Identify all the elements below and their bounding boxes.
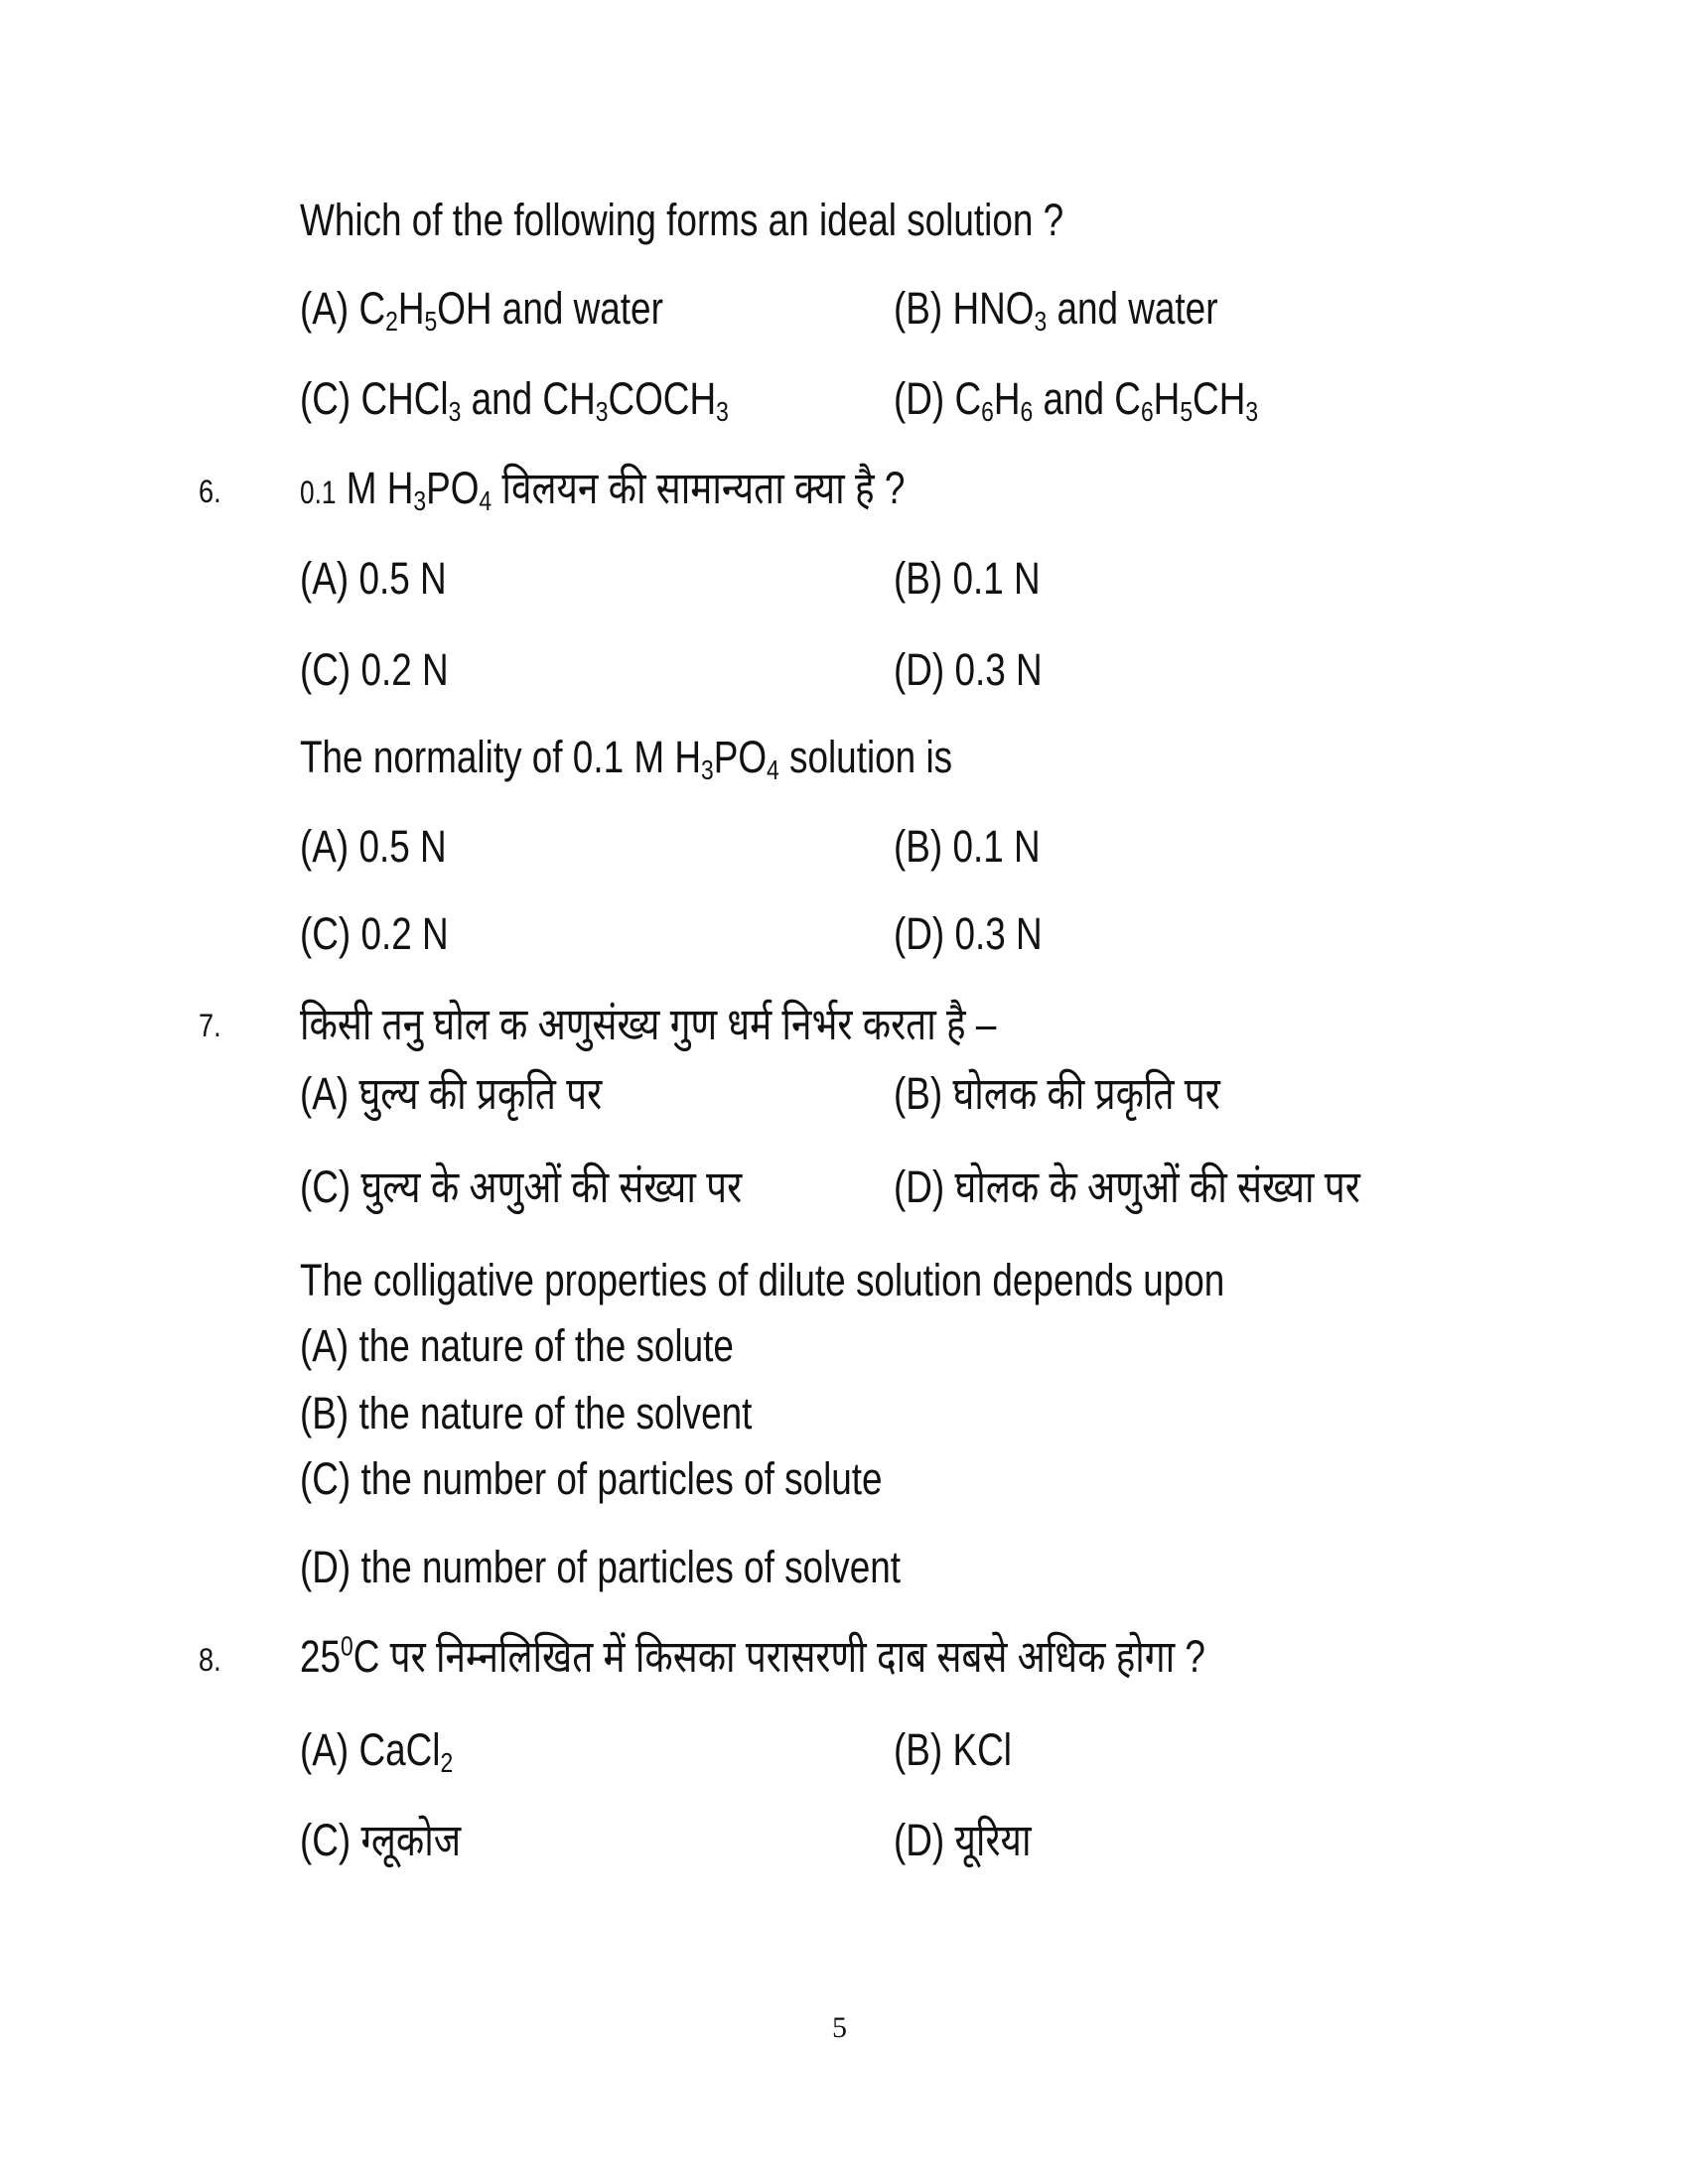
question-number-8: 8. — [199, 1642, 221, 1678]
q6-hi-option-c: (C) 0.2 N — [300, 644, 449, 695]
question-8-hindi-text: $25^0C$ पर निम्नलिखित में किसका परासरणी दाब सबसे अधिक होगा ? — [300, 1630, 1205, 1682]
q8-option-a: (A) CaCl$_2$ — [300, 1724, 454, 1778]
question-6-english-text: The normality of 0.1 M $H_3PO_4$ solution is — [300, 732, 953, 785]
q6-en-option-c: (C) 0.2 N — [300, 908, 449, 959]
q7-en-option-c: (C) the number of particles of solute — [300, 1453, 883, 1504]
q7-hi-option-a: (A) घुल्य की प्रकृति पर — [300, 1068, 603, 1119]
q7-hi-option-b: (B) घोलक की प्रकृति पर — [894, 1068, 1220, 1119]
q7-en-option-b: (B) the nature of the solvent — [300, 1388, 753, 1438]
q5-option-b: (B) $HNO_3$ and water — [894, 283, 1218, 337]
question-7-english-text: The colligative properties of dilute solution depends upon — [300, 1255, 1225, 1305]
q6-hi-option-b: (B) 0.1 N — [894, 553, 1041, 604]
q7-en-option-a: (A) the nature of the solute — [300, 1320, 734, 1371]
question-number-6: 6. — [199, 474, 221, 509]
q6-en-option-a: (A) 0.5 N — [300, 821, 447, 872]
q6-en-option-d: (D) 0.3 N — [894, 908, 1043, 959]
q7-en-option-d: (D) the number of particles of solvent — [300, 1542, 902, 1592]
q8-option-d: (D) यूरिया — [894, 1815, 1032, 1865]
q6-hi-option-d: (D) 0.3 N — [894, 644, 1043, 695]
page-number: 5 — [832, 2011, 847, 2044]
q6-hi-option-a: (A) 0.5 N — [300, 553, 447, 604]
question-number-7: 7. — [199, 1008, 221, 1043]
q5-option-c: (C) CHCl$_3$ and $CH_3COCH_3$ — [300, 373, 729, 427]
question-7-hindi-text: किसी तनु घोल क अणुसंख्य गुण धर्म निर्भर करता है – — [300, 999, 997, 1049]
question-5-text: Which of the following forms an ideal solution ? — [300, 195, 1064, 245]
q6-en-option-b: (B) 0.1 N — [894, 821, 1041, 872]
q8-option-c: (C) ग्लूकोज — [300, 1815, 462, 1865]
q8-option-b: (B) KCl — [894, 1724, 1012, 1775]
q7-hi-option-c: (C) घुल्य के अणुओं की संख्या पर — [300, 1161, 743, 1212]
q7-hi-option-d: (D) घोलक के अणुओं की संख्या पर — [894, 1161, 1360, 1212]
question-6-hindi-text: 0.1 M $H_3PO_4$ विलयन की सामान्यता क्या है ? — [300, 463, 906, 516]
q5-option-a: (A) $C_2H_5OH$ and water — [300, 283, 663, 337]
q5-option-d: (D) $C_6H_6$ and $C_6H_5CH_3$ — [894, 373, 1259, 427]
